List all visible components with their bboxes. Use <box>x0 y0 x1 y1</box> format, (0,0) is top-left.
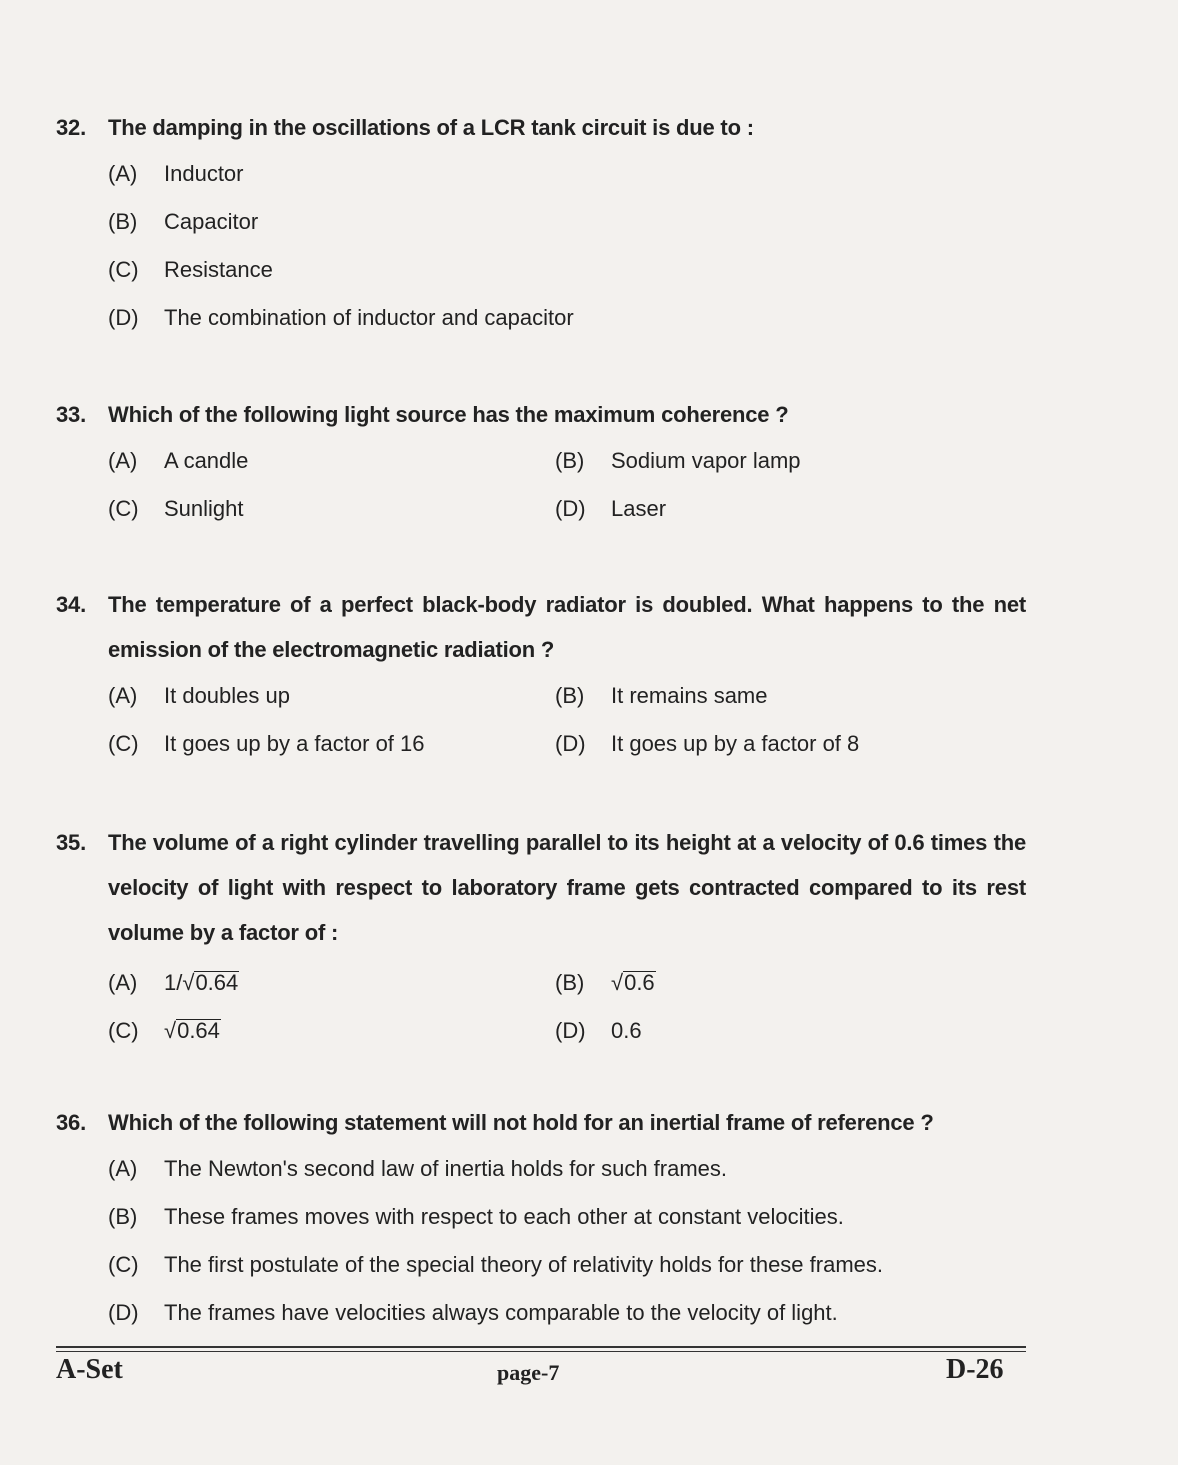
option-c: (C) It goes up by a factor of 16 <box>108 731 425 756</box>
question-34 <box>56 582 1026 768</box>
math-expression <box>611 959 656 1007</box>
option-a: (A) A candle <box>108 448 249 473</box>
options-list <box>108 1145 1026 1337</box>
question-36 <box>56 1100 1026 1337</box>
option-a: (A) Inductor <box>108 161 244 186</box>
option-a: (A) The Newton's second law of inertia holds for such frames. <box>108 1156 728 1181</box>
option-c: (C) √0.64 <box>108 1007 555 1055</box>
question-text: Which of the following light source has the maximum coherence ? <box>108 402 789 427</box>
option-b: (B) √0.6 <box>555 959 1026 1007</box>
option-d: (D) The combination of inductor and capacitor <box>108 305 574 330</box>
option-d: (D) 0.6 <box>555 1018 642 1043</box>
option-c: (C) The first postulate of the special theory of relativity holds for these frames. <box>108 1252 884 1277</box>
square-root: √0.6 <box>611 970 655 995</box>
question-35 <box>56 820 1026 1055</box>
option-d: (D) The frames have velocities always comparable to the velocity of light. <box>108 1300 838 1325</box>
footer-page-number: page-7 <box>497 1360 560 1385</box>
options-list <box>108 437 1026 533</box>
radical-sign-icon: √ <box>611 970 624 995</box>
option-d: (D) Laser <box>555 496 667 521</box>
question-number: 36. <box>56 1110 86 1135</box>
question-32 <box>56 105 1026 342</box>
options-list <box>108 672 1026 768</box>
option-b: (B) Capacitor <box>108 209 259 234</box>
question-text: The temperature of a perfect black-body radiator is doubled. What happens to the net emission of the electromagnetic radiation ? <box>108 592 1026 662</box>
option-a: (A) 1/√0.64 <box>108 959 555 1007</box>
question-text: The damping in the oscillations of a LCR tank circuit is due to : <box>108 115 754 140</box>
options-list <box>108 150 1026 342</box>
question-33 <box>56 392 1026 533</box>
question-text: Which of the following statement will not hold for an inertial frame of reference ? <box>108 1110 934 1135</box>
footer-set: A-Set <box>56 1354 123 1385</box>
radical-sign-icon: √ <box>164 1018 177 1043</box>
option-c: (C) Resistance <box>108 257 273 282</box>
radical-sign-icon: √ <box>182 970 195 995</box>
question-number: 34. <box>56 592 86 617</box>
option-d: (D) It goes up by a factor of 8 <box>555 731 860 756</box>
question-number: 35. <box>56 830 86 855</box>
options-list <box>108 959 1026 1055</box>
option-b: (B) It remains same <box>555 683 768 708</box>
math-expression <box>164 1007 221 1055</box>
square-root: √0.64 <box>182 970 239 995</box>
option-b: (B) These frames moves with respect to each other at constant velocities. <box>108 1204 844 1229</box>
question-number: 32. <box>56 115 86 140</box>
option-b: (B) Sodium vapor lamp <box>555 448 801 473</box>
question-number: 33. <box>56 402 86 427</box>
footer-divider <box>56 1346 1026 1352</box>
math-expression: 1/√0.64 <box>164 959 239 1007</box>
question-text: The volume of a right cylinder travelling parallel to its height at a velocity of 0.6 times the velocity of light with respect to laboratory frame gets contracted compared to its rest volume by a factor of : <box>108 830 1026 945</box>
footer-code: D-26 <box>946 1354 1004 1385</box>
option-c: (C) Sunlight <box>108 496 244 521</box>
square-root: √0.64 <box>164 1018 220 1043</box>
option-a: (A) It doubles up <box>108 683 290 708</box>
